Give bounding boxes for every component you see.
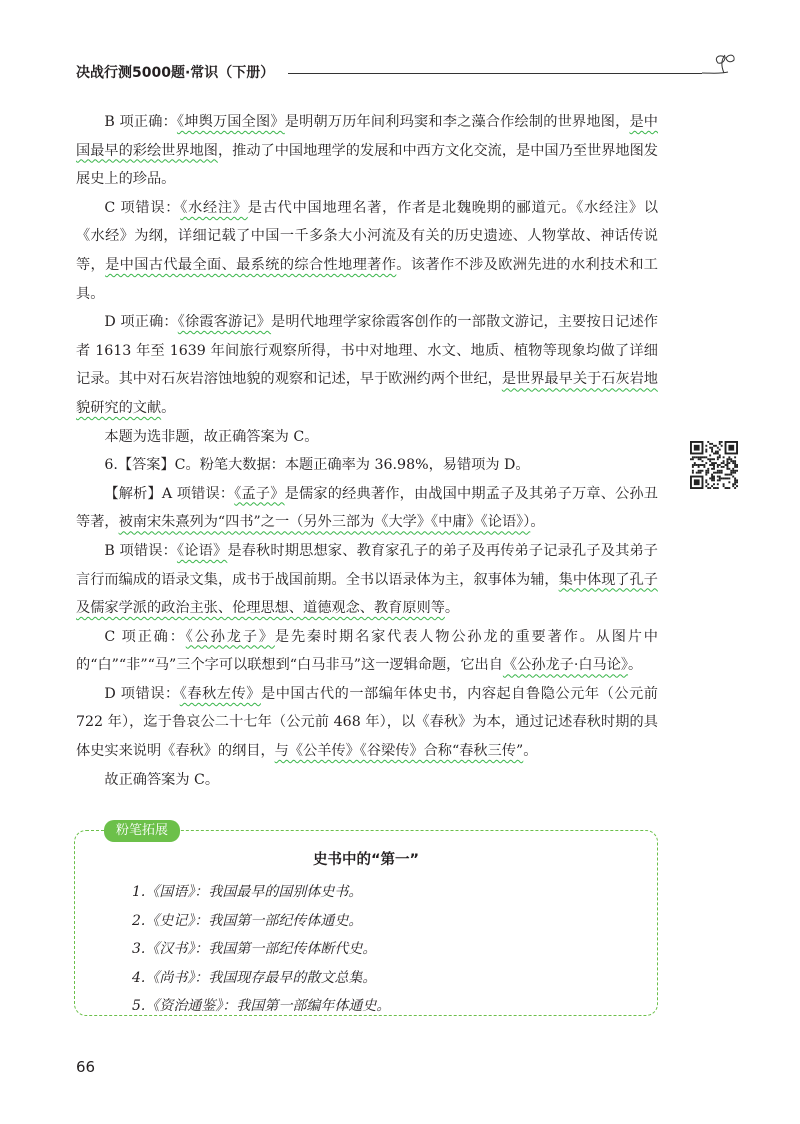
answer-explanation-body <box>76 108 658 794</box>
text-segment: 。该著作不涉及欧洲先进的水利技术和工具。 <box>76 256 658 302</box>
text-segment: 是古代中国地理名著，作者是北魏晚期的郦道元。《水经注》以《水经》为纲，详细记载了中国一千多条大小河流及有关的历史遗迹、人物掌故、神话传说等， <box>76 199 659 273</box>
text-segment: 【解析】A 项错误： <box>104 485 235 502</box>
list-item: 3.《汉书》：我国第一部纪传体断代史。 <box>132 941 377 957</box>
qr-code-icon[interactable] <box>690 441 738 489</box>
text-segment: 故正确答案为 C。 <box>104 771 220 788</box>
text-segment: D 项正确： <box>104 314 178 331</box>
sprout-icon <box>698 52 736 82</box>
text-segment: 。 <box>530 514 545 531</box>
text-segment: 是中国古代的一部编年体史书，内容起自鲁隐公元年（公元前 722 年），迄于鲁哀公二十七年（公元前 468 年），以《春秋》为本，通过记述春秋时期的具体史实来说明《春秋》的纲目， <box>76 685 658 760</box>
text-segment: 是明代地理学家徐霞客创作的一部散文游记，主要按日记述作者 1613 年至 1639 年间旅行观察所得，书中对地理、水文、地质、植物等现象均做了详细记录。其中对石灰岩溶蚀地貌的观察和记述，早于欧洲约两个世纪， <box>76 314 658 388</box>
underlined-text: 集中体现了孔子及儒家学派的政治主张、伦理思想、道德观念、教育原则等 <box>76 571 658 617</box>
paragraph <box>76 680 658 766</box>
underlined-text: 《水经注》 <box>180 199 248 216</box>
text-segment: 是先秦时期名家代表人物公孙龙的重要著作。从图片中的“白”“非”“马”三个字可以联想到“白马非马”这一逻辑命题，它出自 <box>76 628 658 674</box>
text-segment: 6.【答案】C。粉笔大数据：本题正确率为 36.98%，易错项为 D。 <box>104 457 530 474</box>
list-item: 5.《资治通鉴》：我国第一部编年体通史。 <box>132 998 391 1014</box>
text-segment: 。 <box>628 657 643 674</box>
paragraph <box>76 480 658 537</box>
paragraph <box>76 537 658 623</box>
text-segment: 是春秋时期思想家、教育家孔子的弟子及再传弟子记录孔子及其弟子言行而编成的语录文集，成书于战国前期。全书以语录体为主，叙事体为辅， <box>76 542 658 588</box>
underlined-text: 与《公羊传》《谷梁传》合称“春秋三传” <box>274 743 524 760</box>
text-segment: C 项错误： <box>104 199 181 216</box>
underlined-text: 是中国古代最全面、最系统的综合性地理著作 <box>105 256 397 273</box>
text-segment: B 项错误： <box>104 542 177 559</box>
text-segment: 是明朝万历年间利玛窦和李之藻合作绘制的世界地图， <box>284 114 630 130</box>
list-item: 4.《尚书》：我国现存最早的散文总集。 <box>132 969 377 986</box>
text-segment: ，推动了中国地理学的发展和中西方文化交流，是中国乃至世界地图发展史上的珍品。 <box>76 142 658 188</box>
paragraph <box>76 623 658 680</box>
header-title: 决战行测5000题·常识（下册） <box>76 65 275 81</box>
list-item: 2.《史记》：我国第一部纪传体通史。 <box>132 912 363 929</box>
underlined-text: 《徐霞客游记》 <box>177 314 272 331</box>
text-segment: 本题为选非题，故正确答案为 C。 <box>104 428 319 445</box>
underlined-text: 《孟子》 <box>234 485 285 502</box>
text-segment: 。 <box>444 600 460 617</box>
underlined-text: 《公孙龙子·白马论》 <box>502 657 629 674</box>
running-header <box>76 62 736 84</box>
underlined-text: 是世界最早关于石灰岩地貌研究的文献 <box>76 371 658 416</box>
page-number: 66 <box>76 1058 96 1076</box>
text-segment: B 项正确： <box>104 114 177 130</box>
list-item: 1.《国语》：我国最早的国别体史书。 <box>132 884 363 900</box>
paragraph <box>76 423 658 452</box>
paragraph <box>76 766 658 795</box>
paragraph <box>76 451 658 480</box>
underlined-text: 《公孙龙子》 <box>185 628 275 645</box>
text-segment: D 项错误： <box>104 685 180 702</box>
text-segment: C 项正确： <box>104 628 186 645</box>
extension-title: 史书中的“第一” <box>312 852 420 868</box>
underlined-text: 是中国最早的彩绘世界地图 <box>76 114 658 159</box>
extension-list <box>132 878 390 1021</box>
underlined-text: 《坤舆万国全图》 <box>176 114 285 130</box>
paragraph <box>76 108 658 194</box>
text-segment: 是儒家的经典著作，由战国中期孟子及其弟子万章、公孙丑等著， <box>76 485 658 531</box>
paragraph <box>76 308 658 422</box>
extension-tag: 粉笔拓展 <box>104 820 180 842</box>
text-segment: 。 <box>523 743 538 760</box>
text-segment: 。 <box>161 399 176 416</box>
underlined-text: 被南宋朱熹列为“四书”之一（另外三部为《大学》《中庸》《论语》） <box>118 514 531 531</box>
underlined-text: 《春秋左传》 <box>179 685 261 702</box>
header-rule <box>288 73 702 74</box>
underlined-text: 《论语》 <box>176 542 228 559</box>
paragraph <box>76 194 658 308</box>
